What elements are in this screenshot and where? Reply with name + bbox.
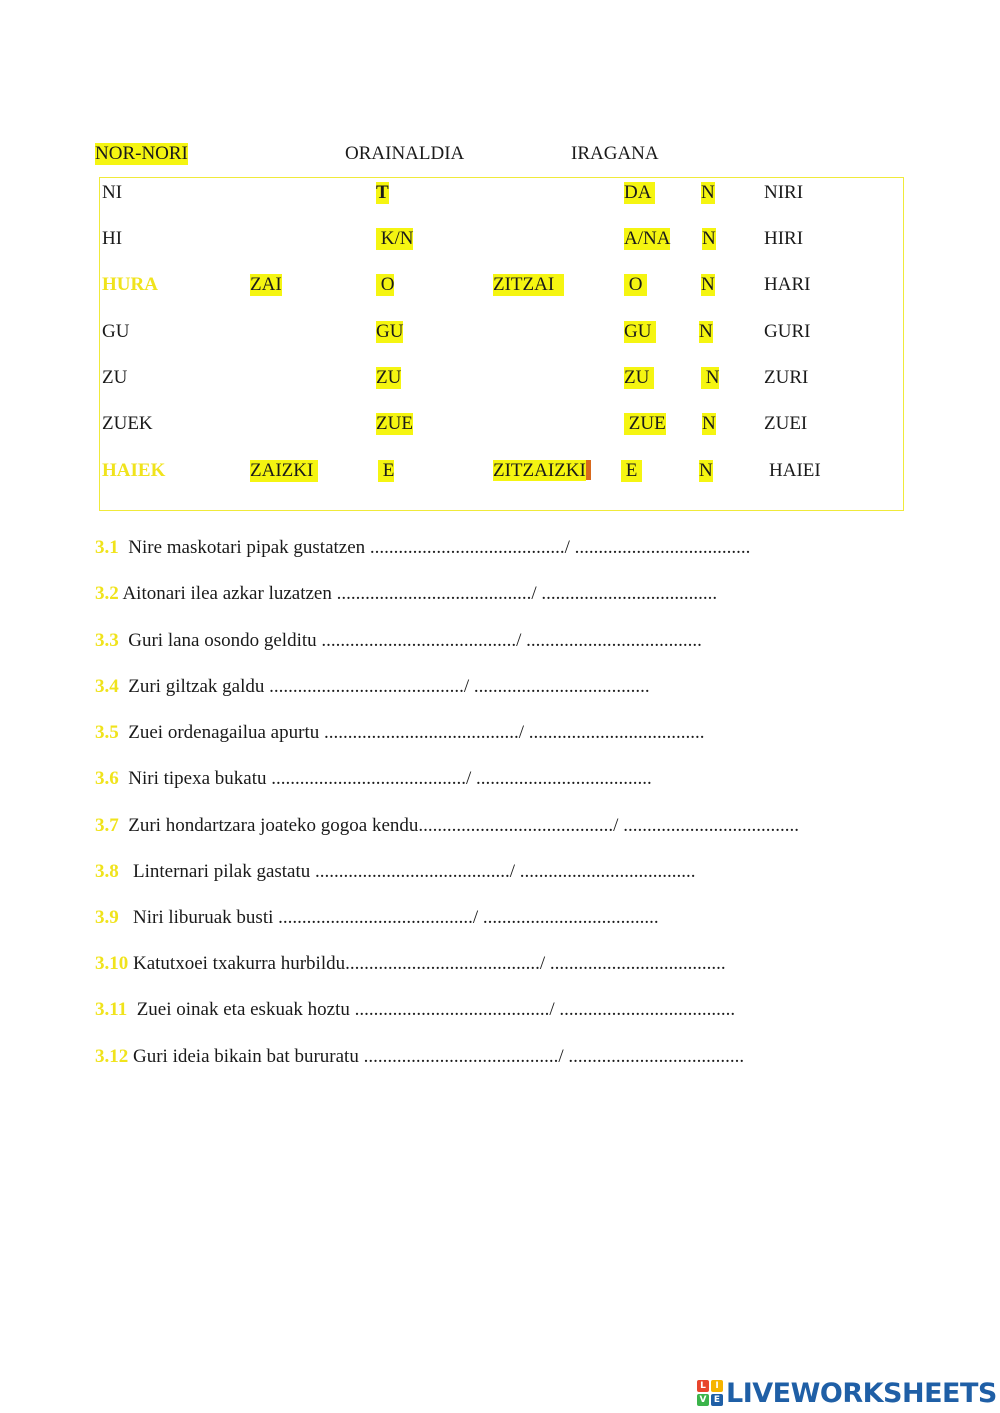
exercise-text: Katutxoei txakurra hurbildu........................................./ ..................................... (128, 953, 726, 974)
dative-zu: ZURI (764, 367, 809, 388)
dative-ni: NIRI (764, 182, 804, 203)
exercise-item (95, 768, 652, 790)
page-title: NOR-NORI (95, 143, 188, 164)
exercise-item (95, 676, 650, 698)
past-suffix-hi: A/NA (624, 228, 671, 249)
exercise-item (95, 722, 705, 744)
exercise-text: Niri liburuak busti ........................................./ ..................................... (118, 907, 659, 928)
exercise-text: Linternari pilak gastatu ........................................./ ..................................... (118, 861, 696, 882)
exercise-text: Zuei ordenagailua apurtu ........................................./ ..................................... (118, 722, 705, 743)
exercise-number: 3.7 (95, 815, 119, 836)
exercise-number: 3.6 (95, 768, 119, 789)
exercise-text: Aitonari ilea azkar luzatzen ........................................./ ..................................... (118, 583, 718, 604)
past-n-ni: N (701, 182, 715, 203)
logo-tile: I (711, 1380, 723, 1392)
person-hi: HI (102, 228, 123, 249)
past-suffix-zu: ZU (624, 367, 655, 388)
dative-gu: GURI (764, 321, 811, 342)
present-suffix-zu: ZU (376, 367, 402, 388)
exercise-item (95, 537, 750, 559)
past-root-haiek-wrap (493, 460, 591, 482)
exercise-item (95, 953, 726, 975)
past-n-gu: N (699, 321, 713, 342)
column-header-present: ORAINALDIA (345, 143, 465, 164)
exercise-text: Niri tipexa bukatu ........................................./ ..................................... (118, 768, 652, 789)
logo-tile: L (697, 1380, 709, 1392)
exercise-item (95, 630, 702, 652)
exercise-number: 3.11 (95, 999, 128, 1020)
exercise-number: 3.9 (95, 907, 119, 928)
exercise-item (95, 815, 799, 837)
past-suffix-gu: GU (624, 321, 657, 342)
exercise-item (95, 999, 735, 1021)
exercise-text: Zuri giltzak galdu ........................................./ ..................................... (118, 676, 650, 697)
past-n-zu: N (701, 367, 720, 388)
present-suffix-hura: O (376, 274, 395, 295)
logo-tiles (697, 1380, 723, 1406)
exercise-text: Guri lana osondo gelditu ........................................./ ..................................... (118, 630, 702, 651)
exercise-text: Guri ideia bikain bat bururatu ........................................./ ..................................... (128, 1046, 745, 1067)
past-root-haiek: ZITZAIZKI (493, 460, 586, 481)
column-header-past: IRAGANA (571, 143, 659, 164)
person-haiek: HAIEK (102, 460, 166, 481)
logo-tile: V (697, 1394, 709, 1406)
past-suffix-zuek: ZUE (624, 413, 666, 434)
dative-haiek: HAIEI (769, 460, 821, 481)
exercise-item (95, 861, 696, 883)
present-suffix-zuek: ZUE (376, 413, 413, 434)
past-suffix-haiek: E (621, 460, 643, 481)
past-n-hura: N (701, 274, 715, 295)
dative-zuek: ZUEI (764, 413, 808, 434)
exercise-text: Zuei oinak eta eskuak hoztu ........................................./ ..................................... (127, 999, 736, 1020)
person-gu: GU (102, 321, 130, 342)
text-cursor-marker (586, 460, 591, 480)
past-suffix-ni: DA (624, 182, 656, 203)
present-suffix-hi: K/N (376, 228, 414, 249)
past-n-hi: N (702, 228, 716, 249)
present-suffix-ni: T (376, 182, 389, 203)
present-suffix-haiek: E (378, 460, 395, 481)
exercise-item (95, 583, 717, 605)
past-n-zuek: N (702, 413, 716, 434)
person-zu: ZU (102, 367, 128, 388)
past-suffix-hura: O (624, 274, 648, 295)
exercise-number: 3.5 (95, 722, 119, 743)
past-n-haiek: N (699, 460, 713, 481)
exercise-text: Zuri hondartzara joateko gogoa kendu........................................./ ..................................... (118, 815, 799, 836)
person-hura: HURA (102, 274, 158, 295)
exercise-number: 3.12 (95, 1046, 129, 1067)
liveworksheets-logo (697, 1378, 997, 1408)
present-root-hura: ZAI (250, 274, 282, 295)
exercise-item (95, 907, 659, 929)
exercise-text: Nire maskotari pipak gustatzen ........................................./ ..................................... (118, 537, 751, 558)
exercise-number: 3.8 (95, 861, 119, 882)
person-ni: NI (102, 182, 123, 203)
present-suffix-gu: GU (376, 321, 404, 342)
present-root-haiek: ZAIZKI (250, 460, 319, 481)
exercise-number: 3.2 (95, 583, 119, 604)
person-zuek: ZUEK (102, 413, 153, 434)
logo-tile: E (711, 1394, 723, 1406)
exercise-number: 3.10 (95, 953, 129, 974)
dative-hura: HARI (764, 274, 811, 295)
exercise-number: 3.4 (95, 676, 119, 697)
exercise-number: 3.1 (95, 537, 119, 558)
exercise-item (95, 1046, 744, 1068)
dative-hi: HIRI (764, 228, 804, 249)
past-root-hura: ZITZAI (493, 274, 564, 295)
exercise-number: 3.3 (95, 630, 119, 651)
logo-wordmark: LIVEWORKSHEETS (726, 1377, 997, 1409)
